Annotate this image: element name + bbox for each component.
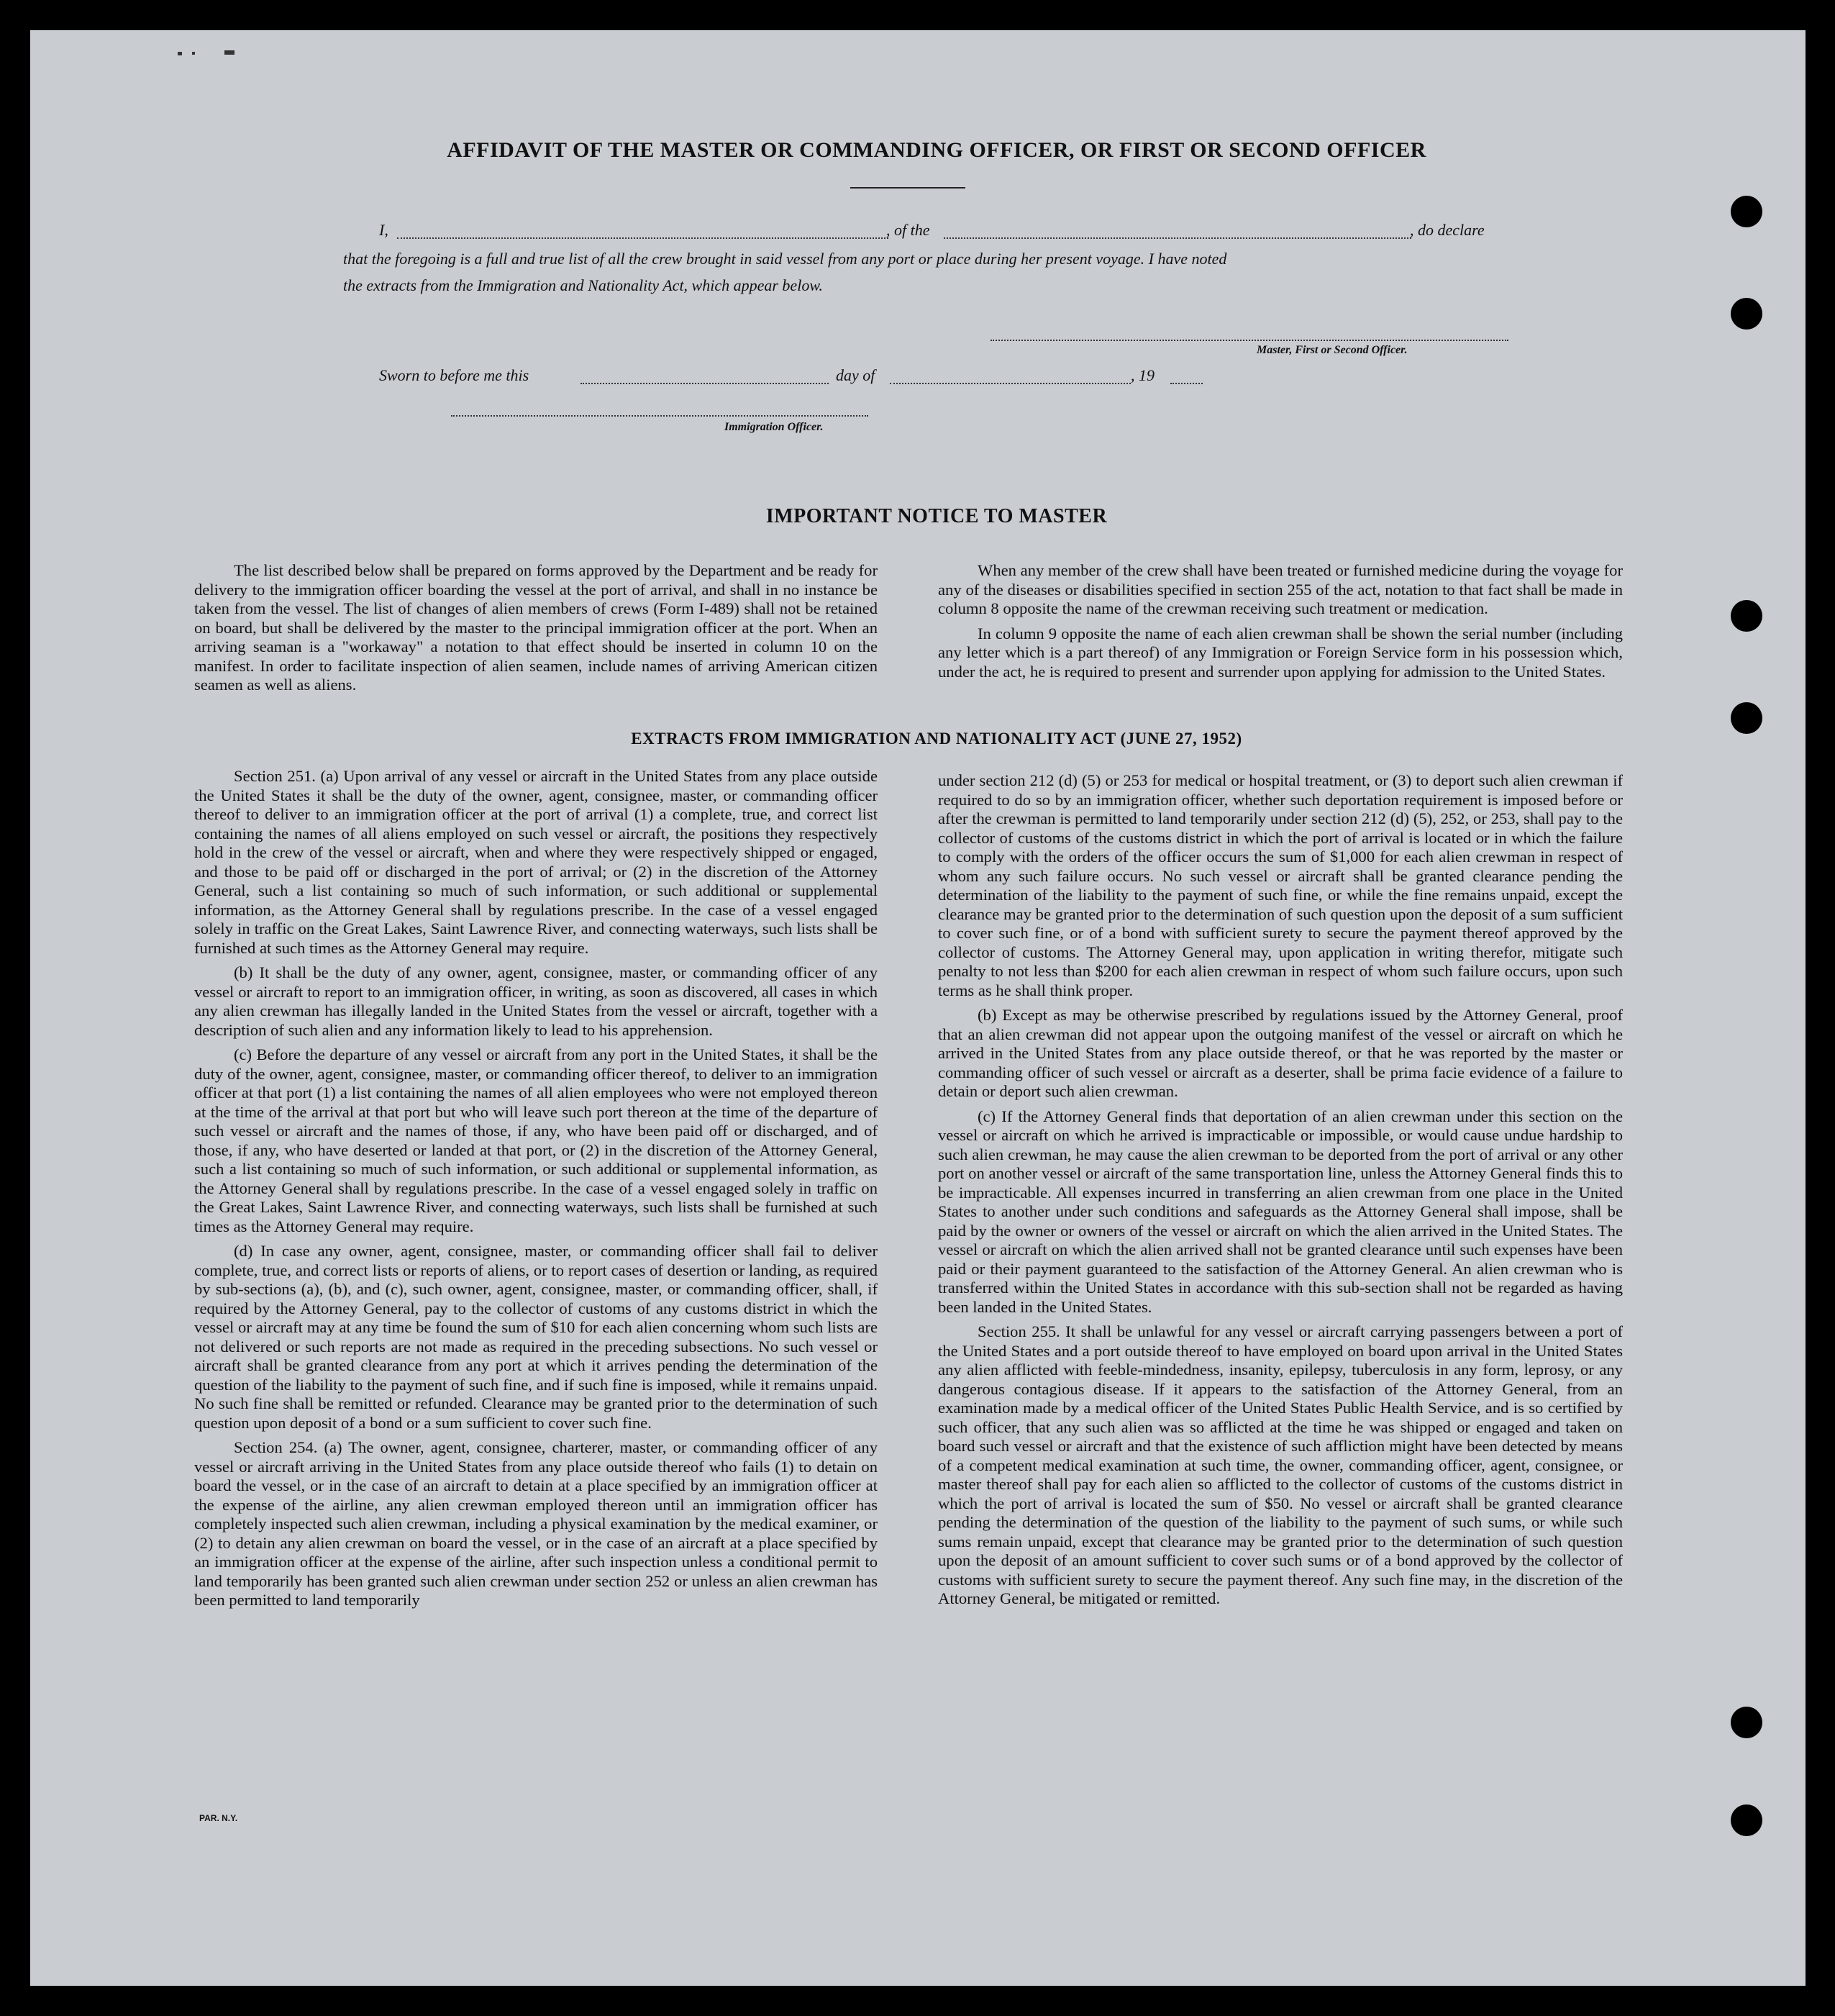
scan-speck <box>224 50 235 55</box>
sworn-label: Sworn to before me this <box>379 366 529 384</box>
act-section-continuation: under section 212 (d) (5) or 253 for medical or hospital treatment, or (3) to deport such alien crewman if required to do so by an immigration officer, whether such deportation requirement is imposed before or after the crewman is permitted to land temporarily under section 212 (d) (5), 252, or 253, shall pay to the collector of customs of the customs district in which the port of arrival is located or in which the failure to comply with the orders of the officer occurs the sum of $1,000 for each alien crewman in respect of whom any such failure occurs. No such vessel or aircraft shall be granted clearance pending the determination of the liability to the payment of such fine, or while the fine remains unpaid, except the clearance may be granted prior to the determination of such question upon the deposit of a sum sufficient to cover such fine, or of a bond with sufficient surety to secure the payment thereof approved by the collector of customs. The Attorney General may, upon application in writing therefor, mitigate such penalty to not less than $200 for each alien crewman in respect of whom such failure occurs, upon such terms as he shall think proper. <box>938 771 1623 999</box>
title-underline <box>850 187 965 189</box>
form-sheet <box>30 30 1806 1986</box>
notice-paragraph: The list described below shall be prepared on forms approved by the Department and be ready for delivery to the immigration officer boarding the vessel at the port of arrival, and shall in no instance be taken from the vessel. The list of changes of alien members of crews (Form I-489) shall not be retained on board, but shall be delivered by the master to the principal immigration officer at the port. When an arriving seaman is a "workaway" a notation to that effect should be inserted in column 10 on the manifest. In order to facilitate inspection of alien seamen, include names of arriving American citizen seamen as well as aliens. <box>194 561 878 694</box>
affidavit-declare-label: , do declare <box>1410 221 1485 239</box>
binder-hole <box>1731 1804 1762 1836</box>
act-section: (d) In case any owner, agent, consignee, master, or commanding officer shall fail to deliver complete, true, and correct lists or reports of aliens, or to report cases of desertion or landing, as required by sub-sections (a), (b), and (c), such owner, agent, consignee, master, or commanding officer, shall, if required by the Attorney General, pay to the collector of customs of any customs district in which the vessel or aircraft may at any time be found the sum of $10 for each alien concerning whom such lists are not delivered or such reports are not made as required in the preceding subsections. No such vessel or aircraft shall be granted clearance from any port at which it arrives pending the determination of the question of the liability to the payment of such fine, and if such fine is imposed, while it remains unpaid. No such fine shall be remitted or refunded. Clearance may be granted prior to the determination of such question upon deposit of a bond or a sum sufficient to cover such fine. <box>194 1242 878 1432</box>
binder-hole <box>1731 702 1762 734</box>
sworn-year-field[interactable] <box>1170 383 1203 384</box>
affidavit-statement-line: that the foregoing is a full and true list of all the crew brought in said vessel from any port or place during her present voyage. I have noted <box>343 250 1227 268</box>
binder-hole <box>1731 600 1762 632</box>
binder-hole <box>1731 1707 1762 1738</box>
notice-left-column <box>194 561 878 701</box>
act-section: Section 255. It shall be unlawful for any vessel or aircraft carrying passengers between a port of the United States and a port outside thereof to have employed on board upon arrival in the United States any alien afflicted with feeble-mindedness, insanity, epilepsy, tuberculosis in any form, leprosy, or any dangerous contagious disease. If it appears to the satisfaction of the Attorney General, from an examination made by a medical officer of the United States Public Health Service, and is so certified by such officer, that any such alien was so afflicted at the time he was shipped or engaged and taken on board such vessel or aircraft and that the existence of such affliction might have been detected by means of a competent medical examination at such time, the owner, commanding officer, agent, consignee, or master thereof shall pay for each alien so afflicted to the collector of customs of the customs district in which the port of arrival is located the sum of $50. No vessel or aircraft shall be granted clearance pending the determination of the question of the liability to the payment of such sums, or while such sums remain unpaid, except that clearance may be granted prior to the determination of such question upon the deposit of an amount sufficient to cover such sums or of a bond approved by the collector of customs with sufficient surety to secure the payment thereof. Any such fine may, in the discretion of the Attorney General, be mitigated or remitted. <box>938 1322 1623 1607</box>
act-section: (b) It shall be the duty of any owner, agent, consignee, master, or commanding officer of any vessel or aircraft to report to an immigration officer, in writing, as soon as discovered, all cases in which any alien crewman has illegally landed in the United States from the vessel or aircraft, together with a description of such alien and any information likely to lead to his apprehension. <box>194 963 878 1039</box>
scan-speck <box>178 52 182 55</box>
notice-title: IMPORTANT NOTICE TO MASTER <box>765 505 1108 527</box>
immigration-officer-signature-field[interactable] <box>451 415 868 417</box>
act-section: (c) If the Attorney General finds that deportation of an alien crewman under this section on the vessel or aircraft on which he arrived is impracticable or impossible, or would cause undue hardship to such alien crewman, he may cause the alien crewman to be deported from the port of arrival or any other port on another vessel or aircraft of the same transportation line, unless the Attorney General finds this to be impracticable. All expenses incurred in transferring an alien crewman from one place in the United States to another under such conditions and safeguards as the Attorney General shall impose, shall be paid by the owner or owners of the vessel or aircraft on which the alien arrived in the United States. The vessel or aircraft on which the alien arrived shall not be granted clearance until such expenses have been paid or their payment guaranteed to the satisfaction of the Attorney General. An alien crewman who is transferred within the United States in accordance with this sub-section shall not be regarded as having been landed in the United States. <box>938 1107 1623 1316</box>
affidavit-title: AFFIDAVIT OF THE MASTER OR COMMANDING OFFICER, OR FIRST OR SECOND OFFICER <box>447 138 1426 162</box>
extracts-left-column <box>194 767 878 1616</box>
act-section: Section 254. (a) The owner, agent, consignee, charterer, master, or commanding officer of any vessel or aircraft arriving in the United States from any place outside thereof who fails (1) to detain on board the vessel, or in the case of an aircraft to detain at a place specified by an immigration officer at the expense of the airline, any alien crewman employed thereon until an immigration officer has completely inspected such alien crewman, including a physical examination by the medical examiner, or (2) to detain any alien crewman on board the vessel, or in the case of an aircraft at a place specified by an immigration officer at the expense of the airline, after such inspection unless a conditional permit to land temporarily has been granted such alien crewman under section 252 or unless an alien crewman has been permitted to land temporarily <box>194 1438 878 1609</box>
affidavit-i-label: I, <box>379 221 388 239</box>
master-signature-field[interactable] <box>991 340 1508 341</box>
notice-paragraph: When any member of the crew shall have been treated or furnished medicine during the voyage for any of the diseases or disabilities specified in section 255 of the act, notation to that fact shall be made in column 8 opposite the name of the crewman receiving such treatment or medication. <box>938 561 1623 617</box>
affidavit-statement-line: the extracts from the Immigration and Nationality Act, which appear below. <box>343 276 823 294</box>
affidavit-of-the-label: , of the <box>886 221 930 239</box>
scan-speck <box>192 52 195 55</box>
notice-paragraph: In column 9 opposite the name of each alien crewman shall be shown the serial number (including any letter which is a part thereof) of any Immigration or Foreign Service form in his possession which, under the act, he is required to present and surrender upon applying for admission to the United States. <box>938 624 1623 681</box>
sworn-month-field[interactable] <box>890 383 1131 384</box>
officer-caption: Immigration Officer. <box>724 421 824 433</box>
act-section: (b) Except as may be otherwise prescribed by regulations issued by the Attorney General, proof that an alien crewman did not appear upon the outgoing manifest of the vessel or aircraft on which he arrived in the United States from any place outside thereof, or that he was reported by the master or commanding officer of such vessel or aircraft as a deserter, shall be prima facie evidence of a failure to detain or deport such alien crewman. <box>938 1006 1623 1100</box>
vessel-field[interactable] <box>944 237 1411 239</box>
act-section: (c) Before the departure of any vessel or aircraft from any port in the United States, it shall be the duty of the owner, agent, consignee, master, or commanding officer thereof, to deliver to an immigration officer at that port (1) a list containing the names of all alien employees who were not employed thereon at the time of the arrival at that port but who will leave such port thereon at the time of the departure of such vessel or aircraft and the names of those, if any, who have been paid off or discharged, and of those, if any, who have deserted or landed at that port, or (2) in the discretion of the Attorney General, such a list containing so much of such information, or such additional or supplemental information, as the Attorney General shall by regulations prescribe. In the case of a vessel engaged solely in traffic on the Great Lakes, Saint Lawrence River, and connecting waterways, such lists shall be furnished at such times as the Attorney General may require. <box>194 1045 878 1235</box>
year-label: , 19 <box>1131 366 1155 384</box>
extracts-title: EXTRACTS FROM IMMIGRATION AND NATIONALITY ACT (JUNE 27, 1952) <box>631 730 1242 748</box>
extracts-right-column <box>938 771 1623 1615</box>
printer-mark: PAR. N.Y. <box>199 1813 238 1823</box>
master-caption: Master, First or Second Officer. <box>1257 344 1408 356</box>
act-section: Section 251. (a) Upon arrival of any vessel or aircraft in the United States from any place outside the United States it shall be the duty of the owner, agent, consignee, master, or commanding officer thereof to deliver to an immigration officer at the port of arrival (1) a complete, true, and correct list containing the names of all aliens employed on such vessel or aircraft, the positions they respectively hold in the crew of the vessel or aircraft, when and where they were respectively shipped or engaged, and those to be paid off or discharged in the port of arrival; or (2) in the discretion of the Attorney General, such a list containing so much of such information, or such additional or supplemental information, as the Attorney General shall by regulations prescribe. In the case of a vessel engaged solely in traffic on the Great Lakes, Saint Lawrence River, and connecting waterways, such lists shall be furnished at such times as the Attorney General may require. <box>194 767 878 957</box>
day-of-label: day of <box>836 366 875 384</box>
notice-right-column <box>938 561 1623 687</box>
sworn-day-field[interactable] <box>580 383 829 384</box>
binder-hole <box>1731 196 1762 227</box>
binder-hole <box>1731 298 1762 330</box>
name-field[interactable] <box>397 237 888 239</box>
